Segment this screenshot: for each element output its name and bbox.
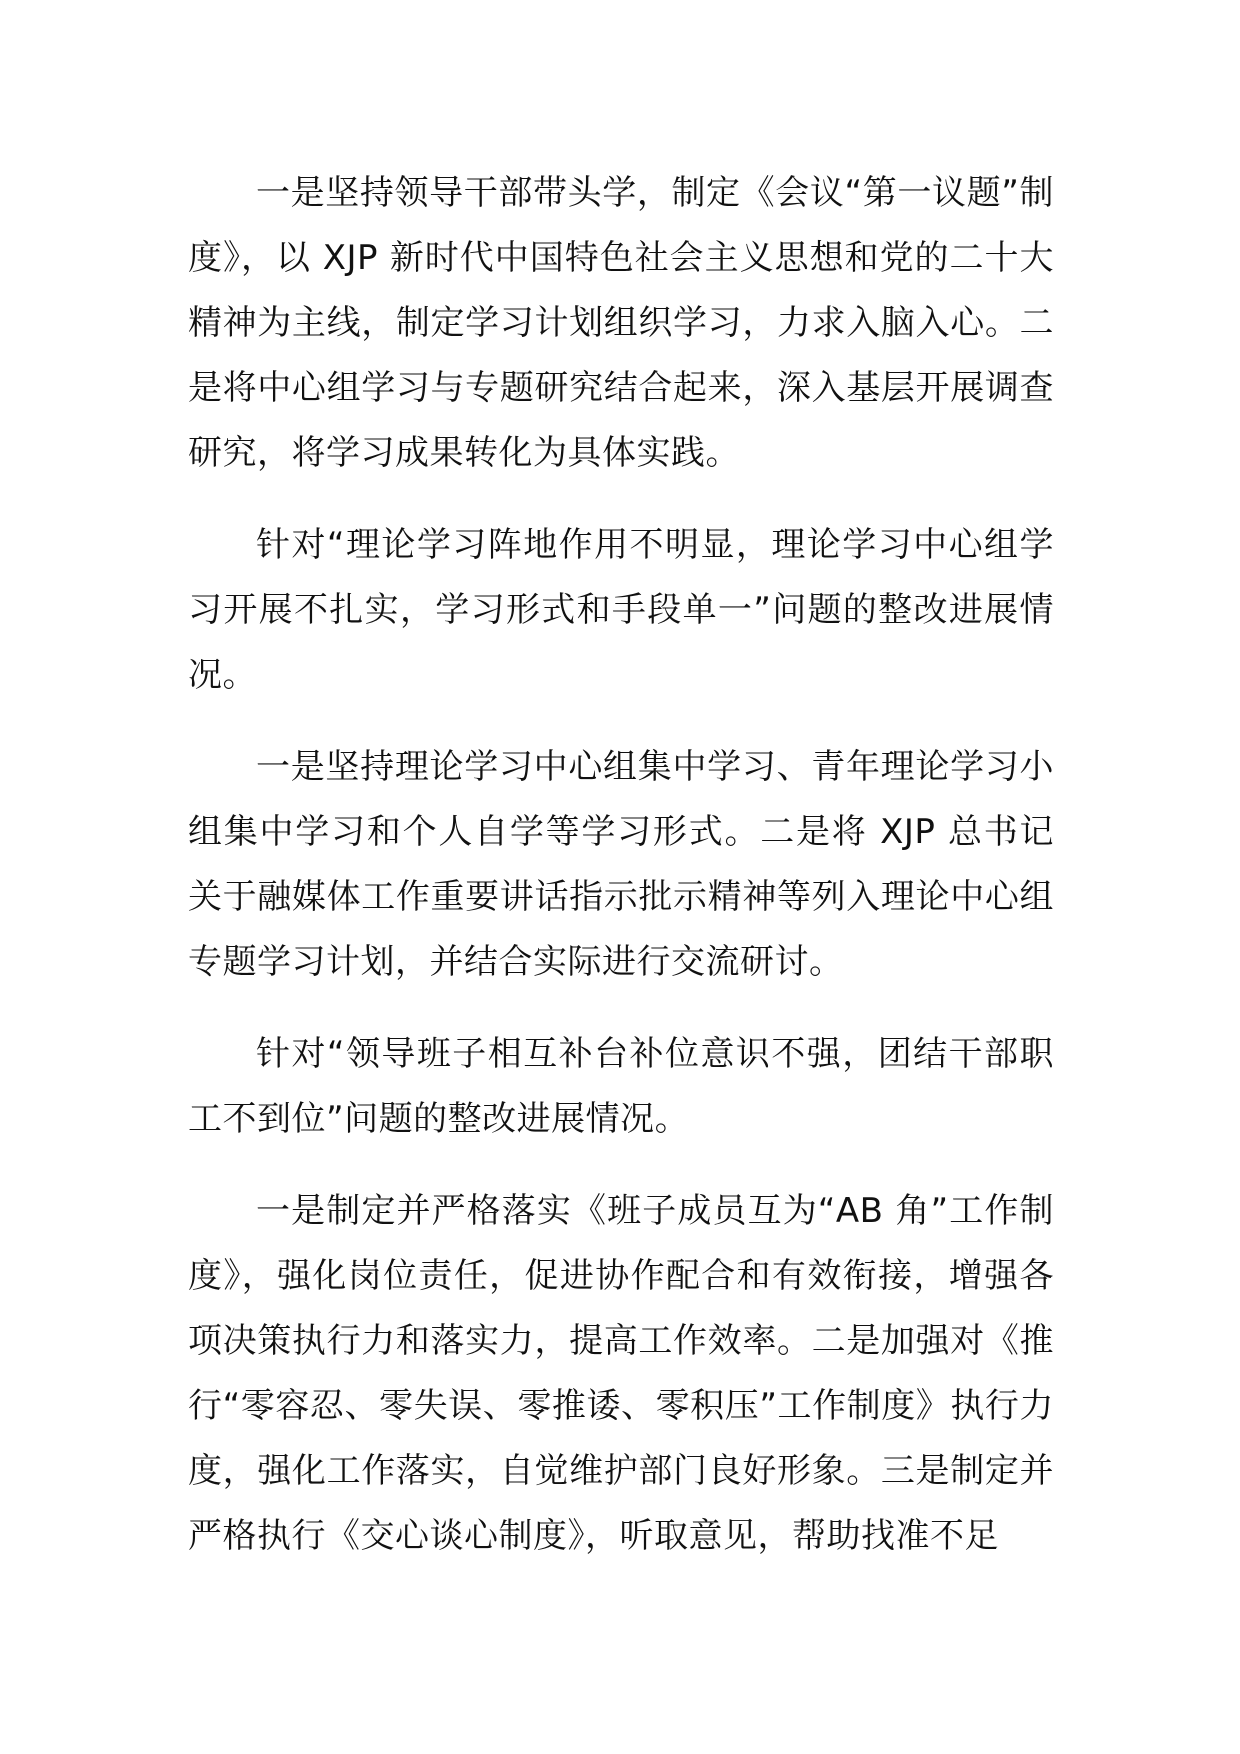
paragraph-2: 针对“理论学习阵地作用不明显，理论学习中心组学习开展不扎实，学习形式和手段单一”问题的整改进展情况。 <box>188 525 1054 695</box>
paragraph-5: 一是制定并严格落实《班子成员互为“AB 角”工作制度》，强化岗位责任，促进协作配合和有效衔接，增强各项决策执行力和落实力，提高工作效率。二是加强对《推行“零容忍、零失误、零推诿、零积压”工作制度》执行力度，强化工作落实，自觉维护部门良好形象。三是制定并严格执行《交心谈心制度》，听取意见，帮助找准不足 <box>188 1191 1054 1556</box>
paragraph-3: 一是坚持理论学习中心组集中学习、青年理论学习小组集中学习和个人自学等学习形式。二是将 XJP 总书记关于融媒体工作重要讲话指示批示精神等列入理论中心组专题学习计划，并结合实际进行交流研讨。 <box>188 747 1054 982</box>
document-body <box>188 161 1054 1596</box>
paragraph-4: 针对“领导班子相互补台补位意识不强，团结干部职工不到位”问题的整改进展情况。 <box>188 1034 1054 1139</box>
paragraph-1: 一是坚持领导干部带头学，制定《会议“第一议题”制度》，以 XJP 新时代中国特色社会主义思想和党的二十大精神为主线，制定学习计划组织学习，力求入脑入心。二是将中心组学习与专题研究结合起来，深入基层开展调查研究，将学习成果转化为具体实践。 <box>188 173 1054 473</box>
